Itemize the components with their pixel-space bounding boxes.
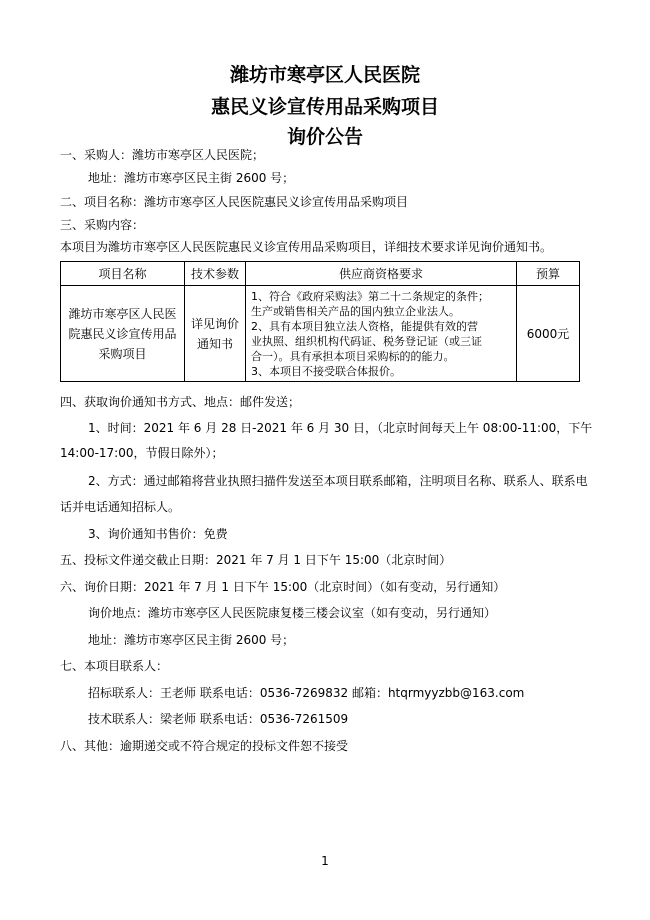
buyer-line: 一、采购人：潍坊市寒亭区人民医院； [60, 148, 265, 162]
cell-text-line: 3、本项目不接受联合体报价。 [251, 364, 401, 378]
section4-heading: 四、获取询价通知书方式、地点：邮件发送； [60, 395, 301, 409]
section4-method-line1: 2、方式：通过邮箱将营业执照扫描件发送至本项目联系邮箱，注明项目名称、联系人、联系电 [88, 474, 588, 488]
section7-heading: 七、本项目联系人： [60, 659, 169, 673]
section6-address: 地址：潍坊市寒亭区民主街 2600 号； [88, 633, 295, 647]
doc-title-line2: 惠民义诊宣传用品采购项目 [210, 96, 439, 118]
doc-title-line3: 询价公告 [286, 126, 363, 148]
cell-text-line: 生产或销售相关产品的国内独立企业法人。 [251, 304, 460, 318]
section5-deadline: 五、投标文件递交截止日期：2021 年 7 月 1 日下午 15:00（北京时间） [60, 553, 452, 567]
cell-text-line: 院惠民义诊宣传用品 [68, 326, 177, 341]
table-row [61, 286, 580, 382]
cell-text-line: 潍坊市寒亭区人民医 [68, 306, 177, 321]
buyer-address: 地址：潍坊市寒亭区民主街 2600 号； [88, 171, 295, 185]
section4-method-line2: 话并电话通知招标人。 [60, 500, 181, 514]
table-header-cell: 预算 [517, 262, 580, 286]
tech-params-cell [185, 286, 246, 382]
cell-text-line: 通知书 [196, 336, 233, 351]
requirements-table [60, 261, 580, 382]
page-number: 1 [321, 854, 329, 868]
cell-text-line: 采购项目 [98, 346, 147, 361]
supplier-requirements-cell [246, 286, 517, 382]
project-name-line: 二、项目名称：潍坊市寒亭区人民医院惠民义诊宣传用品采购项目 [60, 195, 409, 209]
content-description: 本项目为潍坊市寒亭区人民医院惠民义诊宣传用品采购项目，详细技术要求详见询价通知书。 [60, 240, 553, 254]
cell-text-line: 2、具有本项目独立法人资格，能提供有效的营 [251, 319, 478, 333]
section6-date: 六、询价日期：2021 年 7 月 1 日下午 15:00（北京时间）（如有变动，另行通知） [60, 580, 506, 594]
cell-text-line: 详见询价 [190, 316, 239, 331]
content-heading: 三、采购内容： [60, 218, 145, 232]
table-header-cell: 技术参数 [185, 262, 246, 286]
cell-text-line: 1、符合《政府采购法》第二十二条规定的条件； [251, 289, 489, 303]
contact-line-1: 招标联系人：王老师 联系电话：0536-7269832 邮箱：htqrmyyzbb@163.com [88, 686, 525, 700]
contact-line-2: 技术联系人：梁老师 联系电话：0536-7261509 [88, 712, 349, 726]
table-header-row [61, 262, 580, 286]
section4-price: 3、询价通知书售价：免费 [88, 527, 228, 541]
project-name-cell [61, 286, 185, 382]
table-header-cell: 供应商资格要求 [246, 262, 517, 286]
section4-time-line1: 1、时间：2021 年 6 月 28 日-2021 年 6 月 30 日，（北京时间每天上午 08:00-11:00，下午 [88, 421, 593, 435]
section4-time-line2: 14:00-17:00，节假日除外）； [60, 446, 224, 460]
cell-text-line: 合一）。具有承担本项目采购标的的能力。 [251, 349, 455, 363]
table-header-cell: 项目名称 [61, 262, 185, 286]
cell-text-line: 业执照、组织机构代码证、税务登记证（或三证 [251, 334, 482, 348]
doc-title-line1: 潍坊市寒亭区人民医院 [229, 64, 420, 86]
section6-place: 询价地点：潍坊市寒亭区人民医院康复楼三楼会议室（如有变动，另行通知） [88, 606, 497, 620]
budget-cell: 6000元 [517, 286, 580, 382]
section8-other: 八、其他：逾期递交或不符合规定的投标文件恕不接受 [60, 739, 349, 753]
